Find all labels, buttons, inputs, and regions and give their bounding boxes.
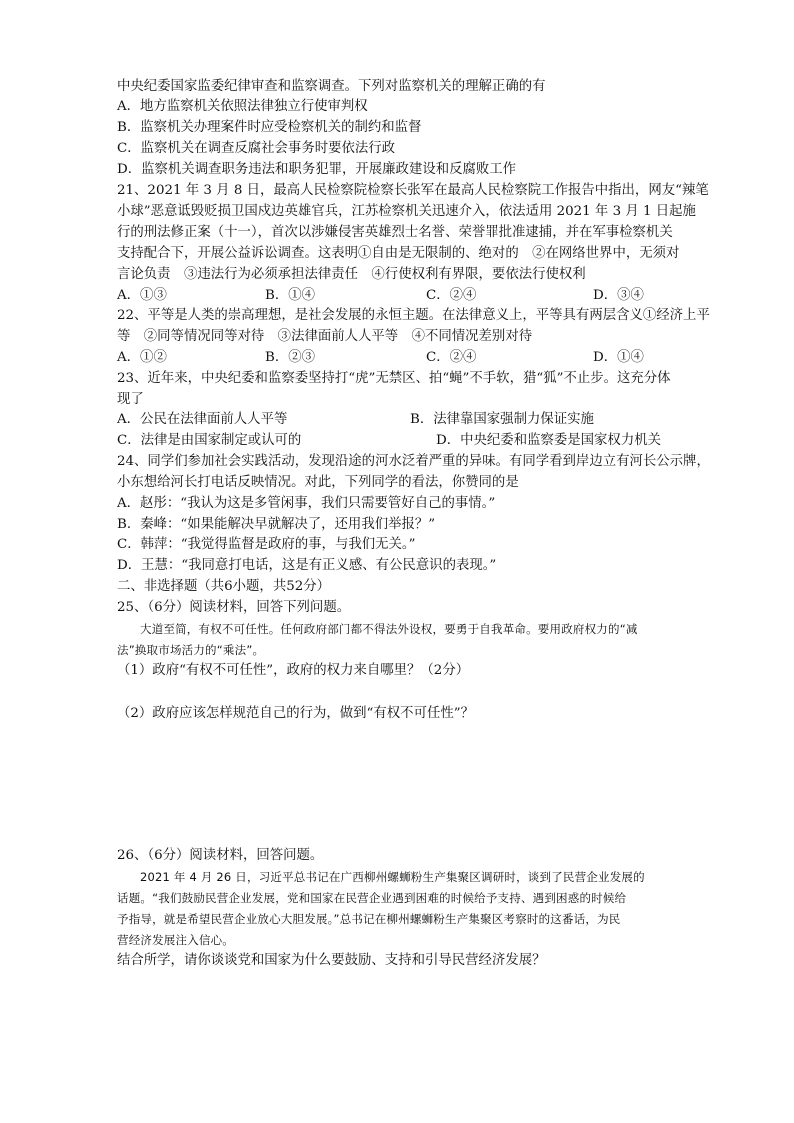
- q26-material-line-1: 2021 年 4 月 26 日，习近平总书记在广西柳州螺蛳粉生产集聚区调研时，谈到了民营企业发展的: [140, 870, 645, 884]
- q25-material-line-1: 大道至简，有权不可任性。任何政府部门都不得法外设权，要勇于自我革命。要用政府权力的“减: [140, 622, 638, 636]
- q22-line-2: 等 ②同等情况同等对待 ③法律面前人人平等 ④不同情况差别对待: [117, 329, 533, 344]
- q22-line-1: 22、平等是人类的崇高理想，是社会发展的永恒主题。在法律意义上，平等具有两层含义①经济上平: [117, 308, 710, 323]
- q21-line-1: 21、2021 年 3 月 8 日，最高人民检察院检察长张军在最高人民检察院工作报告中指出，网友“辣笔: [117, 183, 709, 198]
- q26-material-line-2: 话题。“我们鼓励民营企业发展，党和国家在民营企业遇到困难的时候给予支持、遇到困惑的时候给: [117, 891, 627, 905]
- q22-option-a: A．①②: [117, 350, 167, 365]
- q22-option-b: B．②③: [265, 350, 316, 365]
- q21-line-3: 行的刑法修正案（十一），首次以涉嫌侵害英雄烈士名誉、荣誉罪批准逮捕，并在军事检察机关: [117, 225, 673, 240]
- q25-sub-question-2: （2）政府应该怎样规范自己的行为，做到“有权不可任性”？: [117, 706, 474, 721]
- q23-option-c: C．法律是由国家制定或认可的: [117, 433, 302, 448]
- q26-title: 26、（6分）阅读材料，回答问题。: [117, 848, 324, 863]
- q20-stem: 中央纪委国家监委纪律审查和监察调查。下列对监察机关的理解正确的有: [117, 79, 546, 94]
- q23-option-a: A．公民在法律面前人人平等: [117, 412, 288, 427]
- q21-option-a: A．①③: [117, 288, 167, 303]
- q25-material-line-2: 法”换取市场活力的“乘法”。: [117, 643, 265, 657]
- q26-material-line-3: 予指导，就是希望民营企业放心大胆发展。”总书记在柳州螺蛳粉生产集聚区考察时的这番话，为民: [117, 912, 621, 926]
- q24-line-2: 小东想给河长打电话反映情况。对此，下列同学的看法，你赞同的是: [117, 475, 519, 490]
- q21-line-4: 支持配合下，开展公益诉讼调查。这表明①自由是无限制的、绝对的 ②在网络世界中，无须对: [117, 246, 680, 261]
- section-heading: 二、非选择题（共6小题，共52分）: [117, 579, 331, 594]
- q22-option-d: D．①④: [593, 350, 644, 365]
- q24-option-d: D．王慧：“我同意打电话，这是有正义感、有公民意识的表现。”: [117, 558, 497, 573]
- q21-option-c: C．②④: [426, 288, 477, 303]
- q24-option-b: B．秦峰：“如果能解决早就解决了，还用我们举报？”: [117, 517, 436, 532]
- q25-title: 25、（6分）阅读材料，回答下列问题。: [117, 600, 351, 615]
- q23-line-2: 现了: [117, 392, 144, 407]
- q24-line-1: 24、同学们参加社会实践活动，发现沿途的河水泛着严重的异味。有同学看到岸边立有河长公示牌，: [117, 454, 710, 469]
- q24-option-c: C．韩萍：“我觉得监督是政府的事，与我们无关。”: [117, 537, 416, 552]
- q20-option-b: B．监察机关办理案件时应受检察机关的制约和监督: [117, 120, 422, 135]
- q21-line-2: 小球”恶意诋毁贬损卫国戍边英雄官兵，江苏检察机关迅速介入，依法适用 2021 年 3 月 1 日起施: [117, 204, 696, 219]
- q23-option-b: B．法律靠国家强制力保证实施: [410, 412, 594, 427]
- q21-option-b: B．①④: [265, 288, 316, 303]
- q23-line-1: 23、近年来，中央纪委和监察委坚持打“虎”无禁区、拍“蝇”不手软，猎“狐”不止步。这充分体: [117, 371, 671, 386]
- q25-sub-question-1: （1）政府“有权不可任性”，政府的权力来自哪里？（2分）: [117, 663, 470, 678]
- q23-option-d: D．中央纪委和监察委是国家权力机关: [436, 433, 661, 448]
- q22-option-c: C．②④: [426, 350, 477, 365]
- q20-option-a: A．地方监察机关依照法律独立行使审判权: [117, 99, 368, 114]
- q21-line-5: 言论负责 ③违法行为必须承担法律责任 ④行使权利有界限，要依法行使权利: [117, 267, 586, 282]
- q20-option-c: C．监察机关在调查反腐社会事务时要依法行政: [117, 141, 396, 156]
- q26-question: 结合所学，请你谈谈党和国家为什么要鼓励、支持和引导民营经济发展？: [117, 953, 546, 968]
- q24-option-a: A．赵彤：“我认为这是多管闲事，我们只需要管好自己的事情。”: [117, 496, 496, 511]
- q21-option-d: D．③④: [593, 288, 644, 303]
- q26-material-line-4: 营经济发展注入信心。: [117, 933, 234, 947]
- q20-option-d: D．监察机关调查职务违法和职务犯罪，开展廉政建设和反腐败工作: [117, 162, 517, 177]
